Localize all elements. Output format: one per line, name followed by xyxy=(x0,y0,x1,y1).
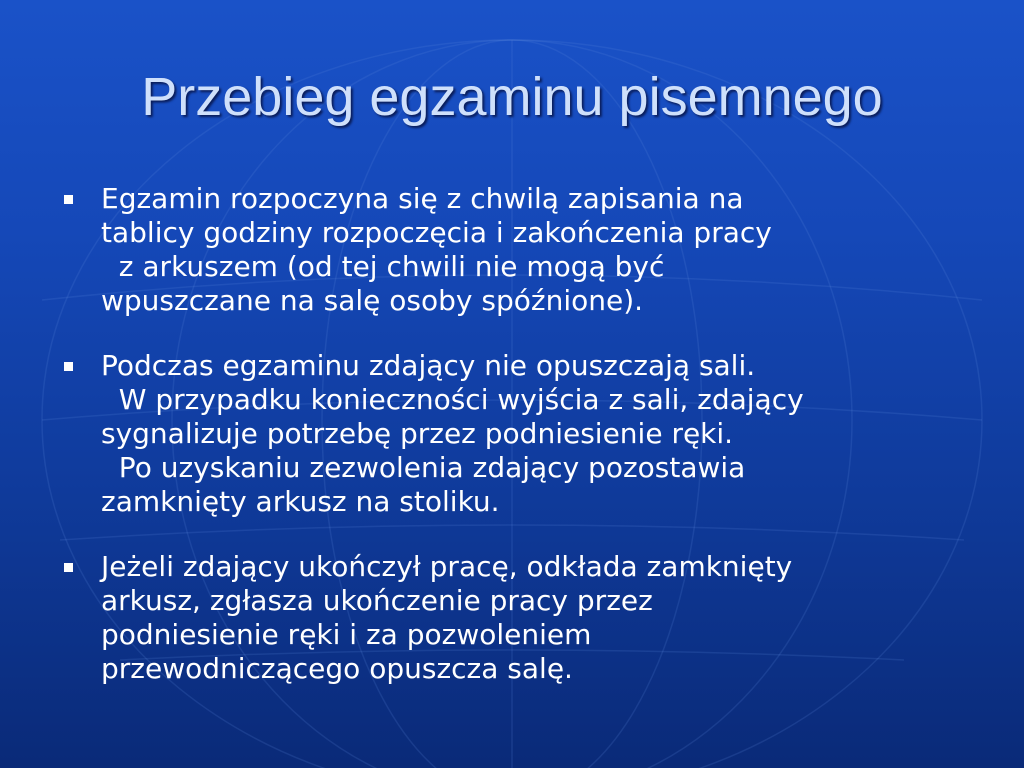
slide-title: Przebieg egzaminu pisemnego xyxy=(141,67,883,127)
bullet-text-line: Jeżeli zdający ukończył pracę, odkłada zamknięty xyxy=(101,550,793,583)
bullet-text-line: tablicy godziny rozpoczęcia i zakończenia pracy xyxy=(101,216,772,249)
bullet-text-line: Podczas egzaminu zdający nie opuszczają sali. xyxy=(101,349,756,382)
bullet-list xyxy=(58,182,978,717)
bullet-text-line: W przypadku konieczności wyjścia z sali, zdający xyxy=(101,383,804,416)
bullet-text-line: z arkuszem (od tej chwili nie mogą być xyxy=(101,250,665,283)
bullet-text-line: Egzamin rozpoczyna się z chwilą zapisania na xyxy=(101,182,744,215)
bullet-text-line: arkusz, zgłasza ukończenie pracy przez xyxy=(101,584,653,617)
square-bullet-icon xyxy=(64,195,73,204)
square-bullet-icon xyxy=(64,362,73,371)
bullet-item-1 xyxy=(58,182,978,318)
bullet-text-line: zamknięty arkusz na stoliku. xyxy=(101,485,500,518)
bullet-text-line: Po uzyskaniu zezwolenia zdający pozostawia xyxy=(101,451,746,484)
bullet-item-2 xyxy=(58,349,978,519)
bullet-text-line: sygnalizuje potrzebę przez podniesienie ręki. xyxy=(101,417,734,450)
square-bullet-icon xyxy=(64,563,73,572)
bullet-text-line: podniesienie ręki i za pozwoleniem xyxy=(101,618,592,651)
bullet-text-line: wpuszczane na salę osoby spóźnione). xyxy=(101,284,644,317)
bullet-text-line: przewodniczącego opuszcza salę. xyxy=(101,652,573,685)
bullet-item-3 xyxy=(58,550,978,686)
